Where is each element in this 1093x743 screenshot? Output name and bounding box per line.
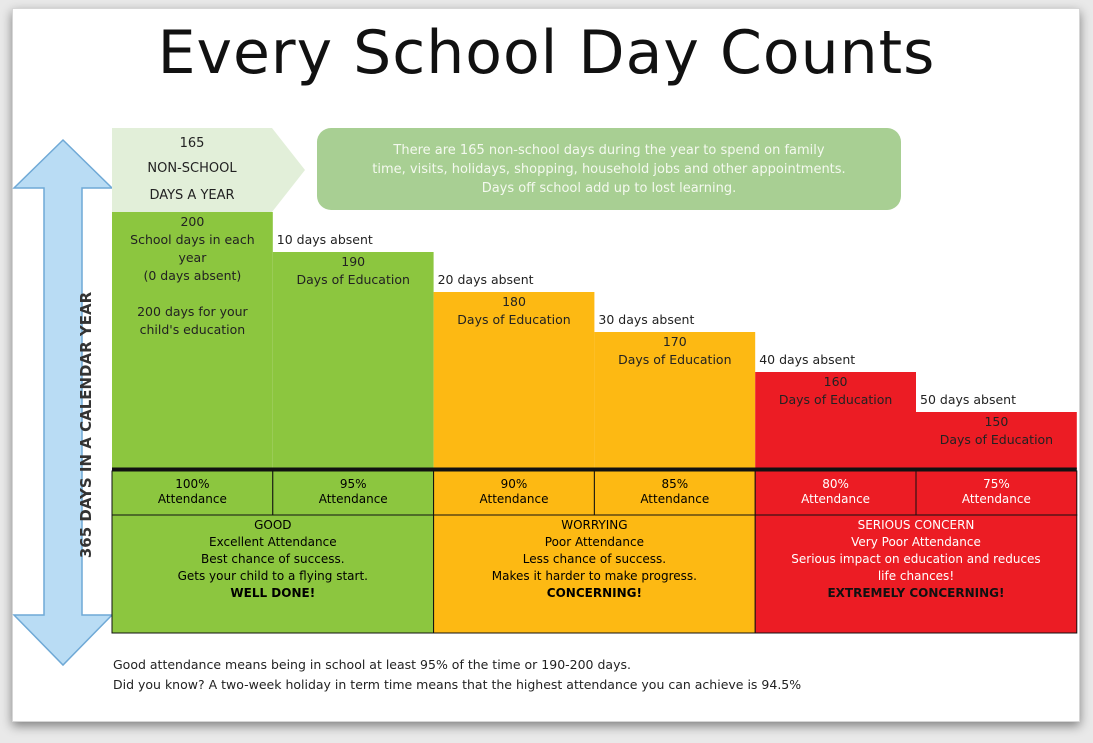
non-school-days-box (112, 128, 292, 212)
bar-label-line (112, 285, 273, 303)
bar-label-line: Days of Education (778, 392, 893, 407)
bar-label-line: (0 days absent) (143, 268, 242, 283)
bar-label-line: 180 (502, 294, 526, 309)
info-line-3: Days off school add up to lost learning. (481, 180, 737, 196)
status-text-0 (112, 515, 434, 633)
attendance-label: Attendance (479, 492, 549, 506)
poster-title: Every School Day Counts (157, 18, 936, 88)
attendance-cell-text-3 (594, 471, 755, 515)
absent-label-4: 40 days absent (759, 352, 856, 367)
attendance-label: Attendance (801, 492, 871, 506)
info-line-2: time, visits, holidays, shopping, household jobs and other appointments. (372, 161, 846, 177)
status-heading: GOOD (254, 518, 292, 532)
bar-label-line: 200 (180, 214, 205, 229)
bar-label-line: Days of Education (618, 352, 732, 367)
bar-label-2 (434, 293, 595, 329)
calendar-year-label: 365 DAYS IN A CALENDAR YEAR (77, 291, 95, 559)
bar-label-line: 150 (984, 414, 1009, 429)
status-text-2 (755, 515, 1077, 633)
bar-label-3 (594, 333, 755, 369)
status-line: Very Poor Attendance (851, 535, 981, 549)
non-school-line1: NON-SCHOOL (147, 161, 237, 176)
status-text-1 (434, 515, 756, 633)
status-line: Makes it harder to make progress. (491, 569, 697, 583)
attendance-percent: 95% (339, 477, 367, 491)
bar-label-line: 160 (823, 374, 848, 389)
bar-label-line: 200 days for your (137, 304, 248, 319)
bar-label-line: year (178, 250, 207, 265)
attendance-cell-text-2 (434, 471, 595, 515)
bar-label-1 (273, 253, 434, 289)
footer-line-1: Good attendance means being in school at least 95% of the time or 190-200 days. (113, 657, 631, 672)
bar-label-line: Days of Education (939, 432, 1054, 447)
absent-label-2: 20 days absent (437, 272, 534, 287)
absent-label-3: 30 days absent (598, 312, 695, 327)
status-emphasis: WELL DONE! (230, 586, 316, 600)
bar-label-0 (112, 213, 273, 339)
bar-label-line: 190 (341, 254, 366, 269)
attendance-cell-text-5 (916, 471, 1077, 515)
footer-line-2: Did you know? A two-week holiday in term time means that the highest attendance you can achieve is 94.5% (113, 677, 802, 692)
info-box (317, 128, 901, 210)
status-line: Gets your child to a flying start. (177, 569, 368, 583)
attendance-cell-text-4 (755, 471, 916, 515)
status-emphasis: CONCERNING! (546, 586, 642, 600)
status-line: Best chance of success. (201, 552, 345, 566)
attendance-label: Attendance (318, 492, 388, 506)
attendance-percent: 100% (175, 477, 210, 491)
bar-label-line: School days in each (130, 232, 255, 247)
non-school-number: 165 (179, 136, 205, 151)
status-line: Excellent Attendance (209, 535, 337, 549)
absent-label-1: 10 days absent (276, 232, 373, 247)
absent-label-5: 50 days absent (920, 392, 1016, 407)
status-heading: SERIOUS CONCERN (857, 518, 975, 532)
status-line: life chances! (877, 569, 955, 583)
bar-label-line: Days of Education (457, 312, 571, 327)
bar-label-5 (916, 413, 1077, 449)
bar-label-line: child's education (139, 322, 246, 337)
attendance-cell-text-1 (273, 471, 434, 515)
attendance-label: Attendance (961, 492, 1031, 506)
status-line: Poor Attendance (544, 535, 644, 549)
status-emphasis: EXTREMELY CONCERNING! (827, 586, 1005, 600)
attendance-percent: 80% (822, 477, 849, 491)
bar-label-line: Days of Education (296, 272, 410, 287)
bar-label-line: 170 (662, 334, 687, 349)
attendance-percent: 75% (983, 477, 1010, 491)
non-school-line2: DAYS A YEAR (149, 188, 235, 203)
status-line: Less chance of success. (522, 552, 667, 566)
attendance-percent: 90% (500, 477, 528, 491)
attendance-percent: 85% (661, 477, 689, 491)
status-heading: WORRYING (561, 518, 628, 532)
status-line: Serious impact on education and reduces (791, 552, 1041, 566)
footer-text (113, 655, 801, 695)
attendance-label: Attendance (640, 492, 710, 506)
attendance-cell-text-0 (112, 471, 273, 515)
attendance-label: Attendance (157, 492, 227, 506)
info-line-1: There are 165 non-school days during the year to spend on family (393, 142, 825, 158)
bar-label-4 (755, 373, 916, 409)
